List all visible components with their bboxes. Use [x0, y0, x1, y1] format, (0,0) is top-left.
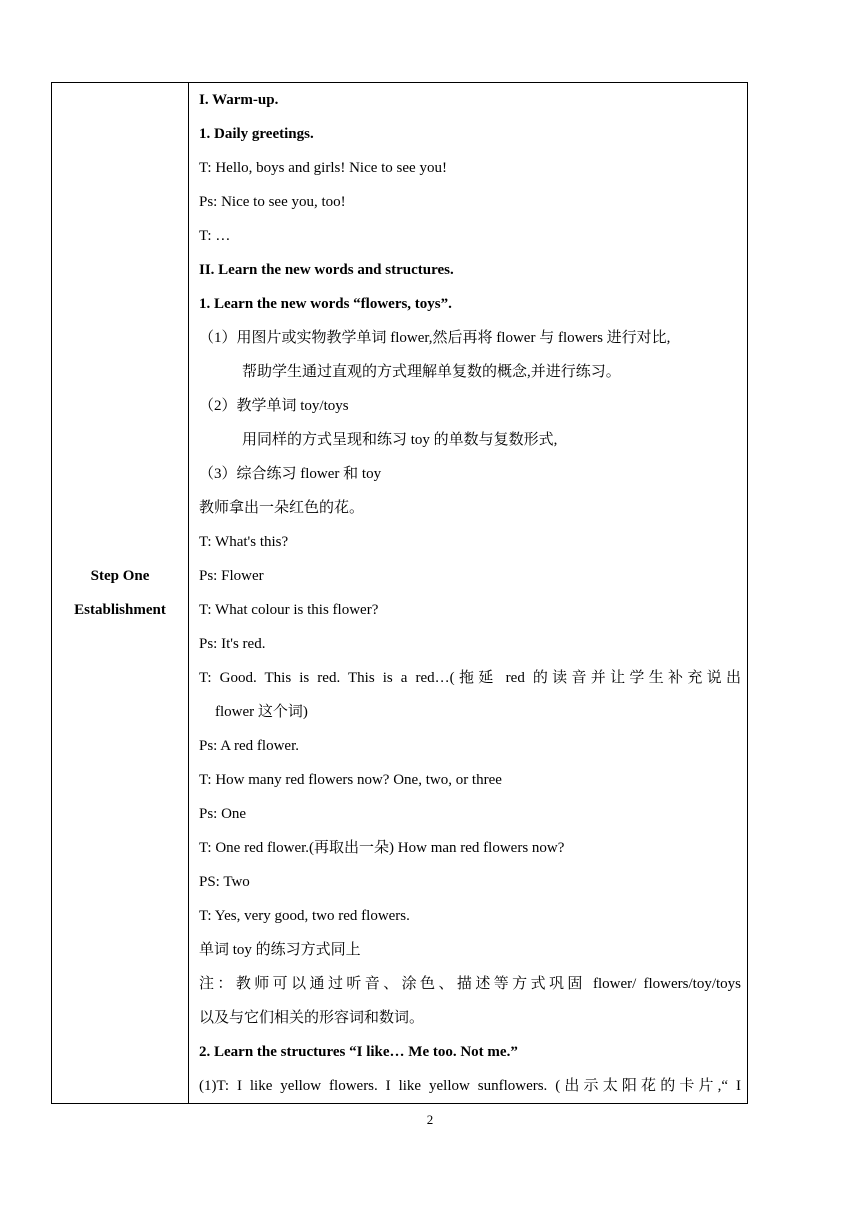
- content-line: （2）教学单词 toy/toys: [199, 398, 349, 414]
- step-label-line1: Step One: [90, 568, 150, 584]
- lesson-content: [199, 83, 741, 1103]
- content-line: Ps: A red flower.: [199, 738, 299, 754]
- content-line: Ps: Flower: [199, 568, 264, 584]
- content-line: 以及与它们相关的形容词和数词。: [199, 1010, 425, 1026]
- page-number: 2: [426, 1112, 434, 1127]
- content-line: (1)T: I like yellow flowers. I like yellow sunflowers. (出示太阳花的卡片,“ I: [199, 1078, 741, 1094]
- content-line: 帮助学生通过直观的方式理解单复数的概念,并进行练习。: [242, 364, 621, 380]
- content-line: T: One red flower.(再取出一朵) How man red flowers now?: [199, 840, 565, 856]
- content-line: Ps: Nice to see you, too!: [199, 194, 346, 210]
- content-cell: [189, 83, 748, 1104]
- step-cell: [52, 83, 189, 1104]
- content-line: T: What colour is this flower?: [199, 602, 379, 618]
- content-line: （3）综合练习 flower 和 toy: [199, 466, 382, 482]
- content-line: Ps: It's red.: [199, 636, 266, 652]
- content-line: II. Learn the new words and structures.: [199, 262, 454, 278]
- step-label-line2: Establishment: [74, 602, 166, 618]
- content-line: T: Good. This is red. This is a red…(拖延 red 的读音并让学生补充说出: [199, 670, 741, 686]
- content-line: 2. Learn the structures “I like… Me too. Not me.”: [199, 1044, 518, 1060]
- content-line: 教师拿出一朵红色的花。: [199, 500, 365, 516]
- content-line: T: How many red flowers now? One, two, or three: [199, 772, 502, 788]
- content-line: T: …: [199, 228, 231, 244]
- content-line: T: Hello, boys and girls! Nice to see you!: [199, 160, 447, 176]
- table-row: [52, 83, 748, 1104]
- content-line: 用同样的方式呈现和练习 toy 的单数与复数形式,: [242, 432, 558, 448]
- content-line: 1. Learn the new words “flowers, toys”.: [199, 296, 452, 312]
- content-line: flower 这个词): [215, 704, 308, 720]
- content-line: Ps: One: [199, 806, 247, 822]
- content-line: 1. Daily greetings.: [199, 126, 314, 142]
- lesson-table: [51, 82, 748, 1104]
- content-line: （1）用图片或实物教学单词 flower,然后再将 flower 与 flowers 进行对比,: [199, 330, 671, 346]
- content-line: T: What's this?: [199, 534, 289, 550]
- content-line: PS: Two: [199, 874, 250, 890]
- content-line: I. Warm-up.: [199, 92, 279, 108]
- content-line: 注：教师可以通过听音、涂色、描述等方式巩固 flower/ flowers/toy/toys: [199, 976, 741, 992]
- content-line: 单词 toy 的练习方式同上: [199, 942, 361, 958]
- content-line: T: Yes, very good, two red flowers.: [199, 908, 410, 924]
